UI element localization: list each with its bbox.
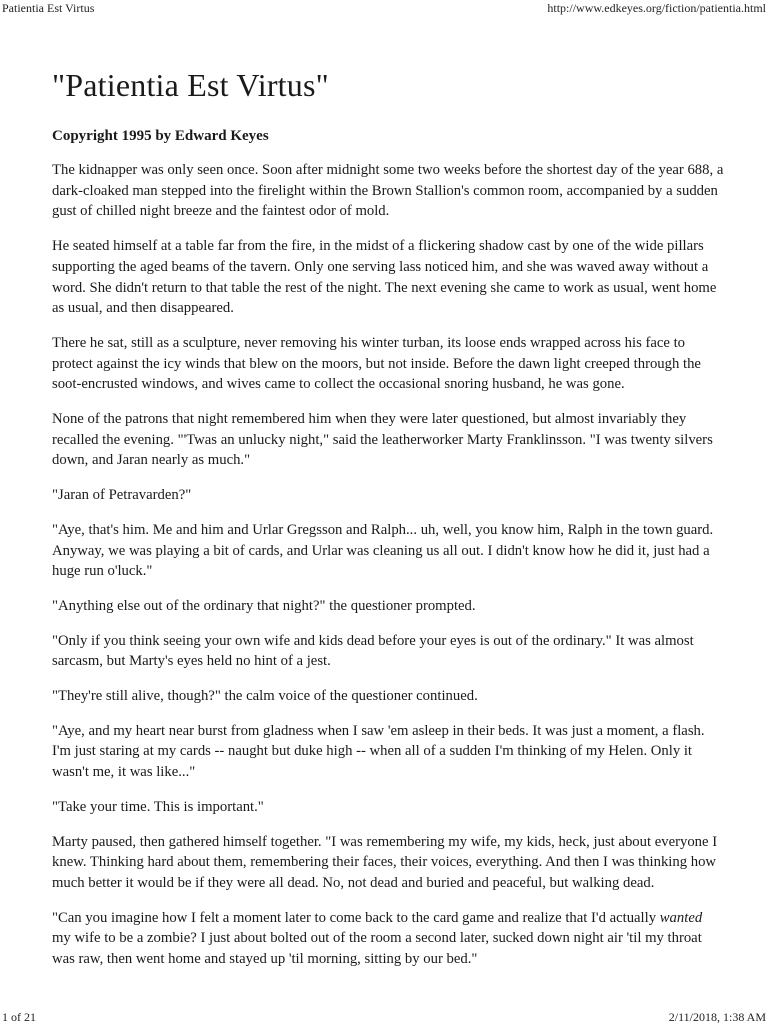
paragraph: There he sat, still as a sculpture, never removing his winter turban, its loose ends wrapped across his face to protect against the icy winds that blew on the moors, but not inside. Before the dawn light creeped through the soot-encrusted windows, and wives came to collect the occasional snoring husband, he was gone.	[52, 334, 701, 393]
paragraph-text: "Can you imagine how I felt a moment later to come back to the card game and realize that I'd actually	[52, 909, 657, 926]
paragraph: None of the patrons that night remembered him when they were later questioned, but almost invariably they recalled the evening. "'Twas an unlucky night," said the leatherworker Marty Franklinsson. "I was twenty silvers down, and Jaran nearly as much."	[52, 411, 713, 469]
story-title: "Patientia Est Virtus"	[52, 67, 329, 103]
paragraph: "Only if you think seeing your own wife and kids dead before your eyes is out of the ordinary." It was almost sarcasm, but Marty's eyes held no hint of a jest.	[52, 632, 694, 670]
paragraph: The kidnapper was only seen once. Soon after midnight some two weeks before the shortest day of the year 688, a dark-cloaked man stepped into the firelight within the Brown Stallion's common room, accompanied by a sudden gust of chilled night breeze and the faintest odor of mold.	[52, 162, 724, 220]
paragraph: "Take your time. This is important."	[52, 798, 264, 815]
paragraph-text: my wife to be a zombie? I just about bolted out of the room a second later, sucked down night air 'til my throat was raw, then went home and stayed up 'til morning, sitting by our bed."	[52, 930, 702, 968]
paragraph: "Anything else out of the ordinary that night?" the questioner prompted.	[52, 597, 476, 614]
print-header-title: Patientia Est Virtus	[2, 1, 95, 15]
emphasis-text: wanted	[659, 909, 703, 926]
paragraph: Marty paused, then gathered himself together. "I was remembering my wife, my kids, heck, just about everyone I knew. Thinking hard about them, remembering their faces, their voices, everything. And then I was thinking how much better it would be if they were all dead. No, not dead and buried and peaceful, but walking dead.	[52, 833, 718, 891]
article	[52, 66, 724, 970]
paragraph: "They're still alive, though?" the calm voice of the questioner continued.	[52, 688, 478, 705]
paragraph: He seated himself at a table far from the fire, in the midst of a flickering shadow cast by one of the wide pillars supporting the aged beams of the tavern. Only one serving lass noticed him, and she was waved away without a word. She didn't return to that table the rest of the night. The next evening she came to work as usual, went home as usual, and then disappeared.	[52, 238, 717, 317]
paragraph-last	[52, 908, 724, 970]
paragraph: "Jaran of Petravarden?"	[52, 487, 192, 504]
print-header-url[interactable]: http://www.edkeyes.org/fiction/patientia.html	[547, 1, 766, 15]
paragraph: "Aye, that's him. Me and him and Urlar Gregsson and Ralph... uh, well, you know him, Ralph in the town guard. Anyway, we was playing a bit of cards, and Urlar was cleaning us all out. I didn't know how he did it, just had a huge run o'luck."	[52, 521, 714, 580]
page-counter: 1 of 21	[2, 1010, 36, 1024]
print-datetime: 2/11/2018, 1:38 AM	[668, 1010, 766, 1024]
paragraph: "Aye, and my heart near burst from gladness when I saw 'em asleep in their beds. It was just a moment, a flash. I'm just staring at my cards -- naught but duke high -- when all of a sudden I'm thinking of my Helen. Only it wasn't me, it was like..."	[52, 722, 705, 781]
copyright-line: Copyright 1995 by Edward Keyes	[52, 128, 269, 144]
